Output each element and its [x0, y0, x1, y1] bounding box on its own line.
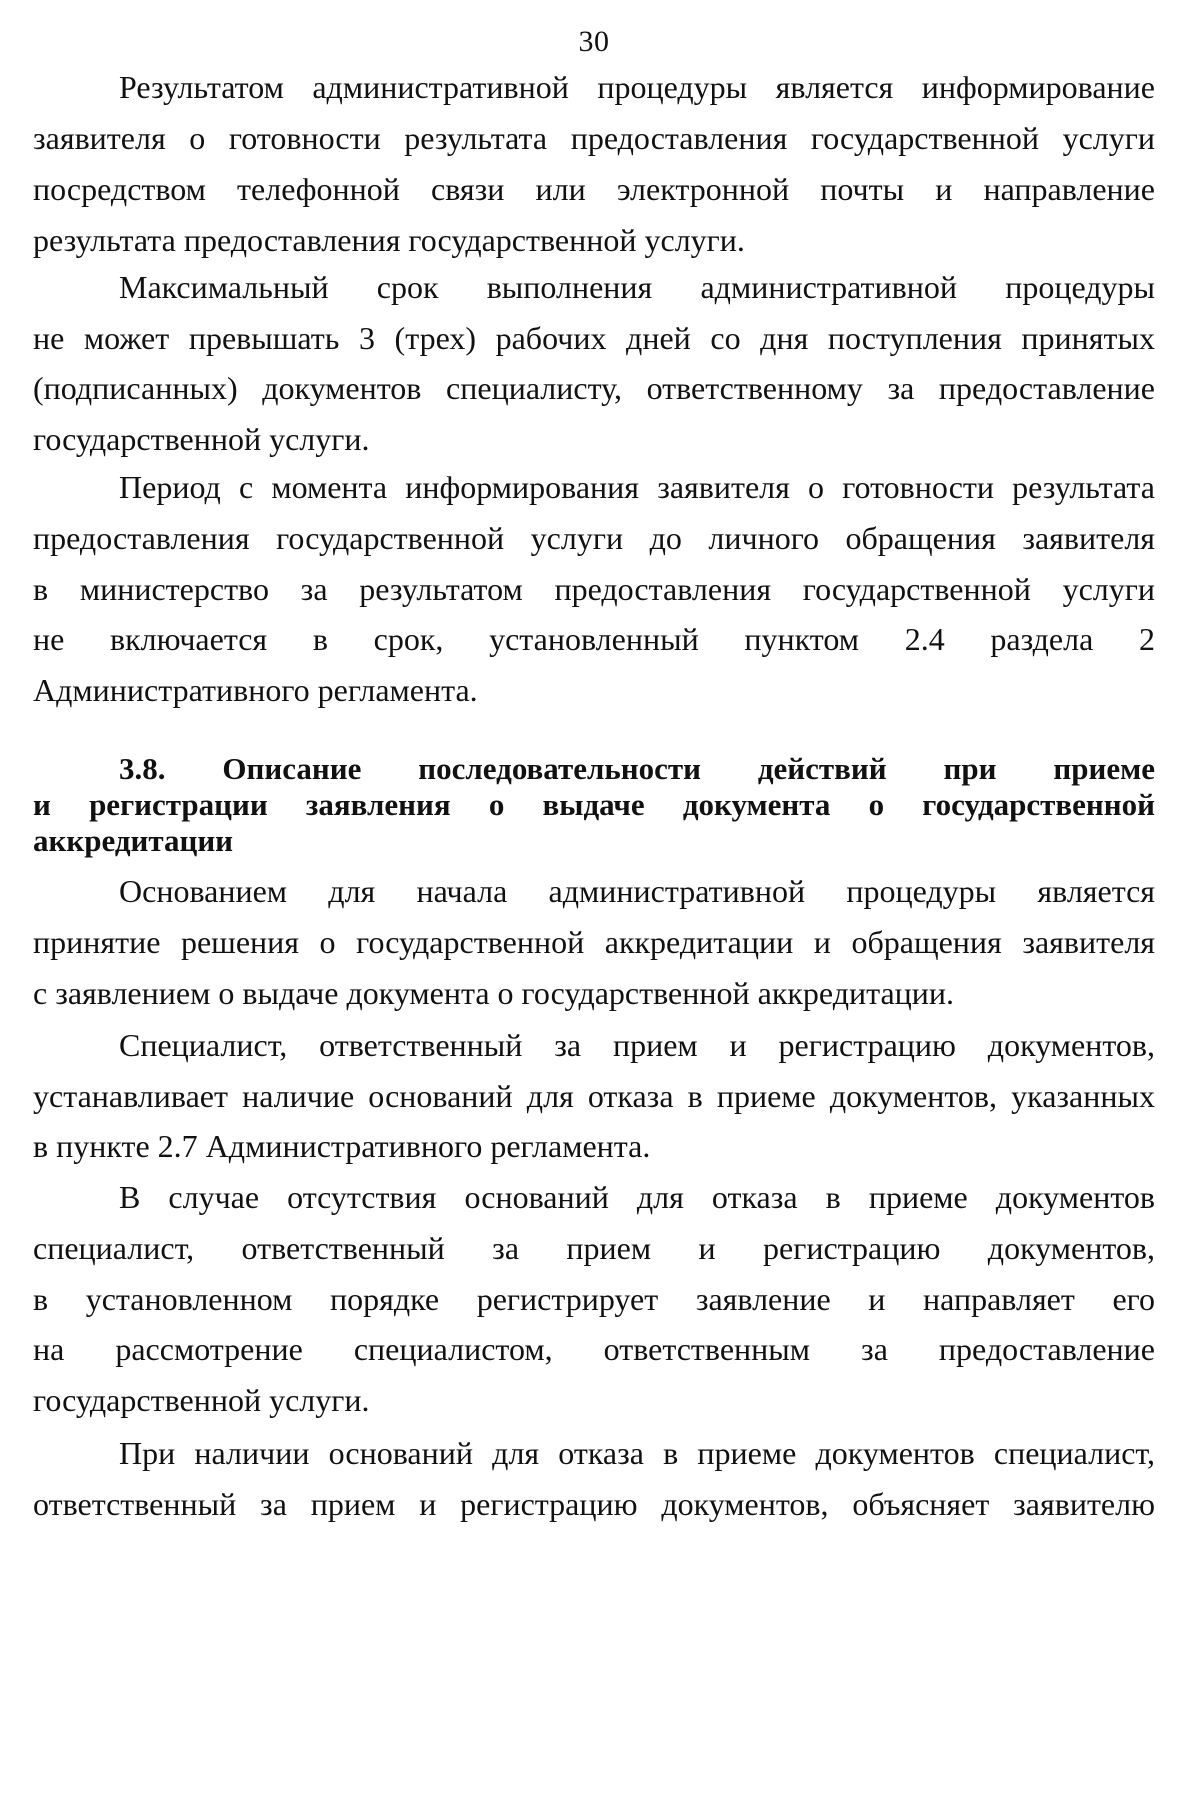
text-line: ответственный за прием и регистрацию документов, объясняет заявителю	[33, 1486, 1155, 1522]
text-line: в пункте 2.7 Административного регламента.	[33, 1128, 651, 1164]
text-line: посредством телефонной связи или электронной почты и направление	[33, 171, 1155, 207]
text-line: Административного регламента.	[33, 672, 478, 708]
text-line: не может превышать 3 (трех) рабочих дней со дня поступления принятых	[33, 320, 1155, 356]
text-line: устанавливает наличие оснований для отказа в приеме документов, указанных	[33, 1078, 1155, 1114]
text-line: предоставления государственной услуги до личного обращения заявителя	[33, 520, 1155, 556]
text-line: Основанием для начала административной процедуры является	[119, 873, 1155, 909]
text-line: заявителя о готовности результата предоставления государственной услуги	[33, 120, 1155, 156]
text-line: В случае отсутствия оснований для отказа в приеме документов	[119, 1179, 1155, 1215]
text-line: Максимальный срок выполнения административной процедуры	[119, 269, 1155, 305]
text-line: государственной услуги.	[33, 421, 370, 457]
text-line: При наличии оснований для отказа в приеме документов специалист,	[119, 1435, 1155, 1471]
text-line: государственной услуги.	[33, 1382, 370, 1418]
text-line: в министерство за результатом предоставления государственной услуги	[33, 571, 1155, 607]
text-line: Период с момента информирования заявителя о готовности результата	[119, 469, 1155, 505]
text-line: специалист, ответственный за прием и регистрацию документов,	[33, 1230, 1155, 1266]
text-line: Результатом административной процедуры является информирование	[119, 69, 1155, 105]
page-number: 30	[578, 25, 610, 58]
document-page	[33, 0, 1155, 1805]
text-line: в установленном порядке регистрирует заявление и направляет его	[33, 1281, 1155, 1317]
heading-line: и регистрации заявления о выдаче документа о государственной	[33, 787, 1155, 822]
text-line: не включается в срок, установленный пунктом 2.4 раздела 2	[33, 621, 1155, 657]
text-line: Специалист, ответственный за прием и регистрацию документов,	[119, 1027, 1155, 1063]
heading-line: 3.8. Описание последовательности действий при приеме	[119, 751, 1155, 786]
text-line: принятие решения о государственной аккредитации и обращения заявителя	[33, 924, 1155, 960]
heading-line: аккредитации	[33, 823, 234, 858]
text-line: результата предоставления государственной услуги.	[33, 222, 745, 258]
text-line: (подписанных) документов специалисту, ответственному за предоставление	[33, 370, 1155, 406]
text-line: с заявлением о выдаче документа о государственной аккредитации.	[33, 975, 955, 1011]
text-line: на рассмотрение специалистом, ответственным за предоставление	[33, 1331, 1155, 1367]
